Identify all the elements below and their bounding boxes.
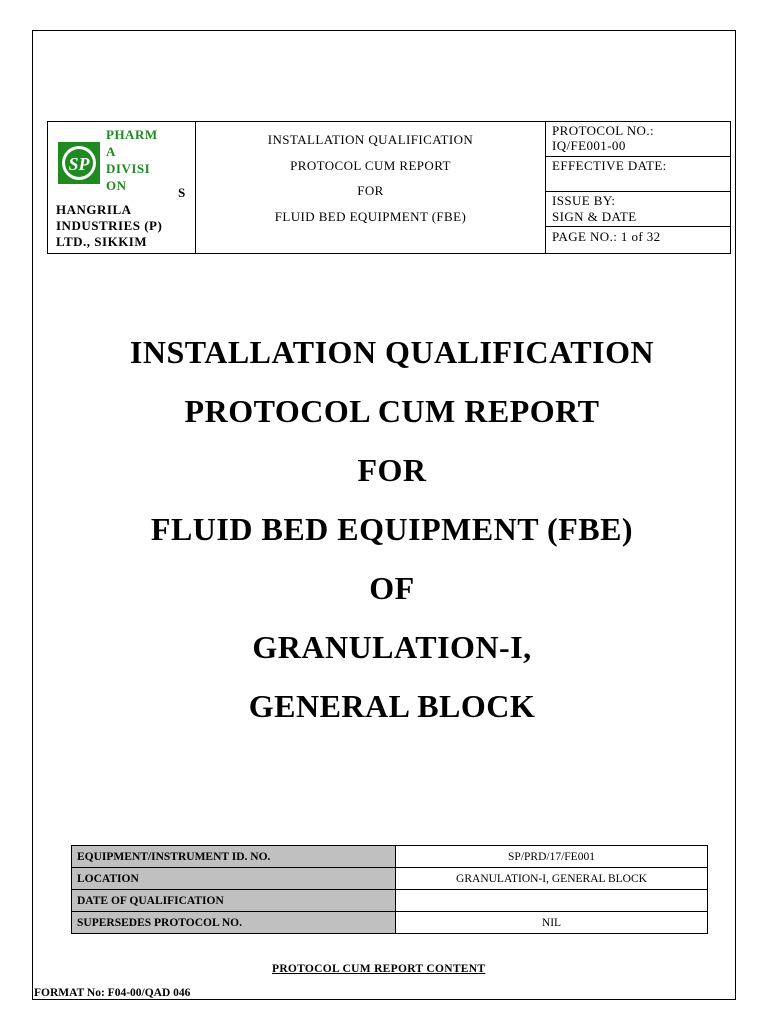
page-no-label: PAGE NO.: [552, 229, 618, 244]
header-meta-cell [546, 122, 730, 253]
pharma-division-line-2: A [106, 144, 116, 159]
main-title-line-3: FOR [357, 452, 427, 488]
sign-date-label: SIGN & DATE [552, 209, 637, 224]
contents-heading: PROTOCOL CUM REPORT CONTENT [272, 963, 486, 975]
header-title-line-3: FOR [357, 183, 384, 198]
issue-by-label: ISSUE BY: [552, 193, 616, 208]
header-title-line-1: INSTALLATION QUALIFICATION [267, 132, 474, 147]
location-value: GRANULATION-I, GENERAL BLOCK [396, 868, 708, 890]
page-no-value: 1 of 32 [620, 229, 661, 244]
company-name-line-1: HANGRILA [56, 202, 132, 217]
table-row [72, 868, 708, 890]
header-title-line-2: PROTOCOL CUM REPORT [290, 158, 451, 173]
main-title-line-1: INSTALLATION QUALIFICATION [129, 334, 655, 370]
format-number: FORMAT No: F04-00/QAD 046 [34, 987, 191, 999]
main-title-line-5: OF [369, 570, 415, 606]
effective-date-cell [546, 157, 730, 192]
qualification-date-label: DATE OF QUALIFICATION [72, 890, 396, 912]
table-row [72, 890, 708, 912]
company-logo-cell [48, 122, 196, 253]
issue-by-cell [546, 192, 730, 227]
table-row [72, 846, 708, 868]
location-label: LOCATION [72, 868, 396, 890]
pharma-division-line-3: DIVISI [106, 161, 151, 176]
document-header [47, 121, 731, 254]
protocol-no-cell [546, 122, 730, 157]
header-title-cell [196, 122, 546, 253]
pharma-division-line-4: ON [106, 178, 127, 193]
equipment-id-label: EQUIPMENT/INSTRUMENT ID. NO. [72, 846, 396, 868]
protocol-no-value: IQ/FE001-00 [552, 138, 626, 153]
page-no-cell [546, 228, 730, 253]
company-initial: S [178, 185, 186, 200]
main-title-line-4: FLUID BED EQUIPMENT (FBE) [150, 511, 634, 547]
company-logo-icon [58, 142, 100, 184]
header-title-line-4: FLUID BED EQUIPMENT (FBE) [274, 209, 467, 224]
logo-text: SP [68, 154, 90, 174]
company-name [56, 202, 162, 250]
effective-date-label: EFFECTIVE DATE: [552, 158, 667, 173]
qualification-date-value [396, 890, 708, 912]
table-row [72, 912, 708, 934]
equipment-id-value: SP/PRD/17/FE001 [396, 846, 708, 868]
company-name-line-2: INDUSTRIES (P) [56, 218, 163, 233]
company-name-line-3: LTD., SIKKIM [56, 234, 148, 249]
pharma-division-line-1: PHARM [106, 127, 158, 142]
main-title-line-2: PROTOCOL CUM REPORT [184, 393, 600, 429]
main-title-line-6: GRANULATION-I, [252, 629, 532, 665]
supersedes-protocol-value: NIL [396, 912, 708, 934]
protocol-no-label: PROTOCOL NO.: [552, 123, 654, 138]
equipment-info-table [71, 845, 708, 934]
supersedes-protocol-label: SUPERSEDES PROTOCOL NO. [72, 912, 396, 934]
main-title-line-7: GENERAL BLOCK [248, 688, 536, 724]
